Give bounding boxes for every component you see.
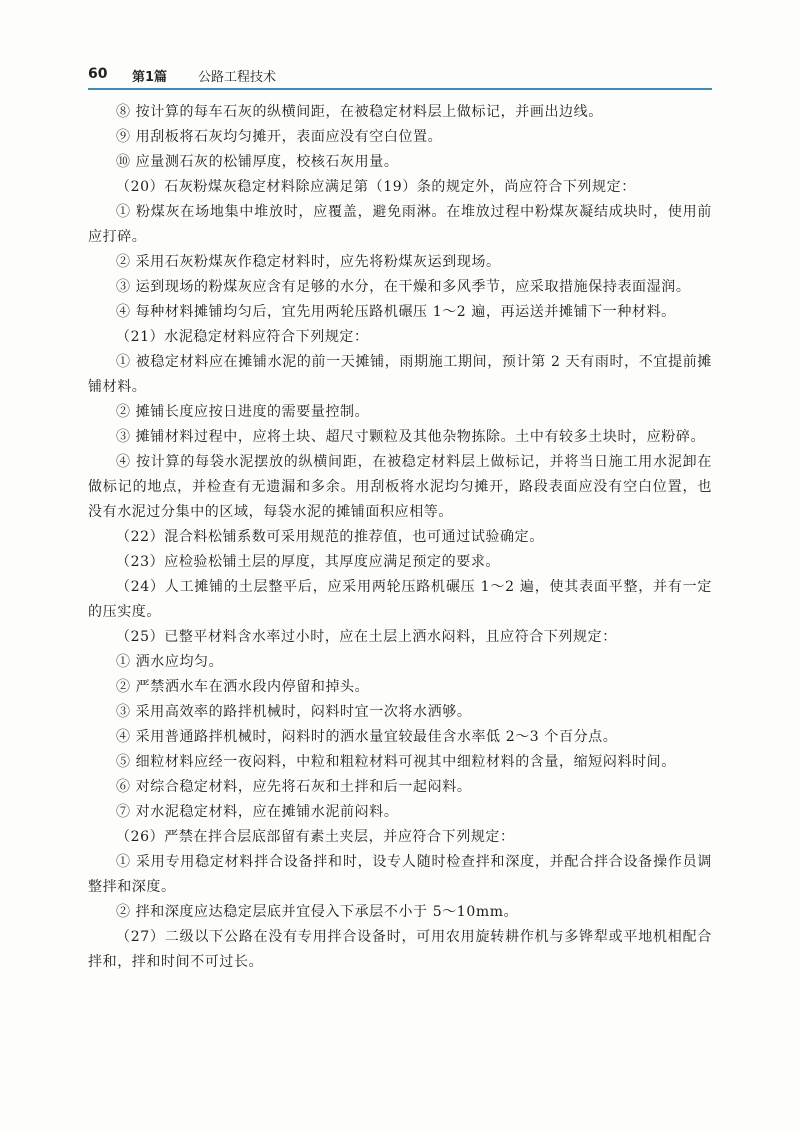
body-text (88, 100, 712, 975)
paragraph: ① 被稳定材料应在摊铺水泥的前一天摊铺，雨期施工期间，预计第 2 天有雨时，不宜提前摊铺材料。 (88, 354, 712, 395)
paragraph: ④ 采用普通路拌机械时，闷料时的洒水量宜较最佳含水率低 2～3 个百分点。 (116, 729, 618, 745)
paragraph: （27）二级以下公路在没有专用拌合设备时，可用农用旋转耕作机与多铧犁或平地机相配合拌和，拌和时间不可过长。 (88, 929, 712, 970)
page-number: 60 (88, 66, 108, 82)
paragraph: ④ 按计算的每袋水泥摆放的纵横间距，在被稳定材料层上做标记，并将当日施工用水泥卸在做标记的地点，并检查有无遗漏和多余。用刮板将水泥均匀摊开，路段表面应没有空白位置，也没有水泥过分集中的区域，每袋水泥的摊铺面积应相等。 (88, 454, 712, 520)
page-header (88, 64, 712, 90)
paragraph: ⑥ 对综合稳定材料，应先将石灰和土拌和后一起闷料。 (116, 779, 472, 795)
paragraph: （26）严禁在拌合层底部留有素土夹层，并应符合下列规定： (116, 829, 515, 845)
paragraph: ② 采用石灰粉煤灰作稳定材料时，应先将粉煤灰运到现场。 (116, 254, 501, 270)
paragraph: ⑤ 细粒材料应经一夜闷料，中粒和粗粒材料可视其中细粒材料的含量，缩短闷料时间。 (116, 754, 676, 770)
paragraph: ③ 摊铺材料过程中，应将土块、超尺寸颗粒及其他杂物拣除。土中有较多土块时，应粉碎。 (116, 429, 706, 445)
paragraph: ⑨ 用刮板将石灰均匀摊开，表面应没有空白位置。 (116, 129, 443, 145)
paragraph: ① 采用专用稳定材料拌合设备拌和时，设专人随时检查拌和深度，并配合拌合设备操作员调整拌和深度。 (88, 854, 712, 895)
paragraph: （21）水泥稳定材料应符合下列规定： (116, 329, 369, 345)
paragraph: ① 粉煤灰在场地集中堆放时，应覆盖，避免雨淋。在堆放过程中粉煤灰凝结成块时，使用前应打碎。 (88, 204, 712, 245)
paragraph: ⑧ 按计算的每车石灰的纵横间距，在被稳定材料层上做标记，并画出边线。 (116, 104, 603, 120)
paragraph: ② 摊铺长度应按日进度的需要量控制。 (116, 404, 370, 420)
header-divider (88, 88, 712, 90)
paragraph: ④ 每种材料摊铺均匀后，宜先用两轮压路机碾压 1～2 遍，再运送并摊铺下一种材料。 (116, 304, 676, 320)
paragraph: ⑩ 应量测石灰的松铺厚度，校核石灰用量。 (116, 154, 399, 170)
part-label: 第1篇 (132, 70, 168, 85)
running-title: 公路工程技术 (198, 70, 277, 85)
paragraph: ③ 采用高效率的路拌机械时，闷料时宜一次将水洒够。 (116, 704, 472, 720)
paragraph: ② 严禁洒水车在洒水段内停留和掉头。 (116, 679, 370, 695)
paragraph: （23）应检验松铺土层的厚度，其厚度应满足预定的要求。 (116, 554, 501, 570)
paragraph: ② 拌和深度应达稳定层底并宜侵入下承层不小于 5～10mm。 (116, 904, 519, 920)
paragraph: ⑦ 对水泥稳定材料，应在摊铺水泥前闷料。 (116, 804, 399, 820)
paragraph: （25）已整平材料含水率过小时，应在土层上洒水闷料，且应符合下列规定： (116, 629, 617, 645)
paragraph: ① 洒水应均匀。 (116, 654, 224, 670)
paragraph: ③ 运到现场的粉煤灰应含有足够的水分，在干燥和多风季节，应采取措施保持表面湿润。 (116, 279, 691, 295)
paragraph: （20）石灰粉煤灰稳定材料除应满足第（19）条的规定外，尚应符合下列规定： (116, 179, 636, 195)
paragraph: （24）人工摊铺的土层整平后，应采用两轮压路机碾压 1～2 遍，使其表面平整，并有一定的压实度。 (88, 579, 712, 620)
paragraph: （22）混合料松铺系数可采用规范的推荐值，也可通过试验确定。 (116, 529, 544, 545)
